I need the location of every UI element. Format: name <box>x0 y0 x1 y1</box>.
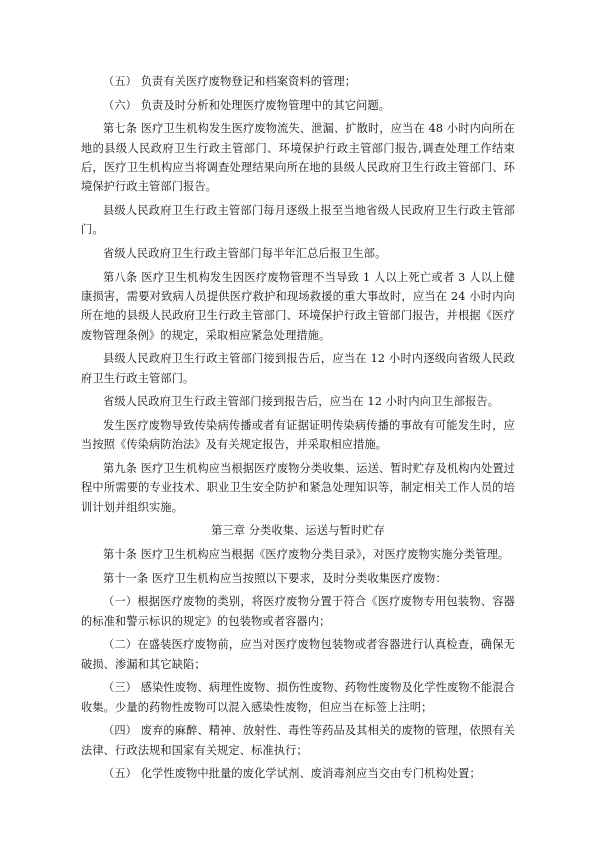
paragraph-item-4-drugs: （四） 废弃的麻醉、精神、放射性、毒性等药品及其相关的废物的管理，依照有关法律、行政法规和国家有关规定、标准执行； <box>81 724 515 757</box>
paragraph-article-7: 第七条 医疗卫生机构发生医疗废物流失、泄漏、扩散时，应当在 48 小时内向所在地的县级人民政府卫生行政主管部门、环境保护行政主管部门报告,调查处理工作结束后，医疗卫生机构应当将调查处理结果向所在地的县级人民政府卫生行政主管部门、环境保护行政主管部门报告。 <box>81 122 515 194</box>
paragraph-infectious-disease: 发生医疗废物导致传染病传播或者有证据证明传染病传播的事故有可能发生时，应当按照《传染病防治法》及有关规定报告，并采取相应措施。 <box>81 419 515 452</box>
paragraph-item-5-chemical: （五） 化学性废物中批量的废化学试剂、废消毒剂应当交由专门机构处置； <box>103 767 481 781</box>
paragraph-item-5-archive: （五） 负责有关医疗废物登记和档案资料的管理； <box>103 75 357 88</box>
paragraph-county-report: 县级人民政府卫生行政主管部门每月逐级上报至当地省级人民政府卫生行政主管部门。 <box>81 204 515 237</box>
paragraph-article-9: 第九条 医疗卫生机构应当根据医疗废物分类收集、运送、暂时贮存及机构内处置过程中所需要的专业技术、职业卫生安全防护和紧急处理知识等，制定相关工作人员的培训计划并组织实施。 <box>81 462 515 514</box>
paragraph-item-1-category: （一）根据医疗废物的类别，将医疗废物分置于符合《医疗废物专用包装物、容器的标准和警示标识的规定》的包装物或者容器内； <box>81 595 515 628</box>
paragraph-province-report: 省级人民政府卫生行政主管部门每半年汇总后报卫生部。 <box>103 247 387 260</box>
paragraph-article-10: 第十条 医疗卫生机构应当根据《医疗废物分类目录》，对医疗废物实施分类管理。 <box>103 548 510 561</box>
paragraph-province-12h: 省级人民政府卫生行政主管部门接到报告后，应当在 12 小时内向卫生部报告。 <box>103 395 500 409</box>
paragraph-article-8: 第八条 医疗卫生机构发生因医疗废物管理不当导致 1 人以上死亡或者 3 人以上健康损害，需要对致病人员提供医疗救护和现场救援的重大事故时，应当在 24 小时内向所在地的县级人民政府卫生行政主管部门、环境保护行政主管部门报告，并根据《医疗废物管理条例》的规定，采取相应紧急处理措施。 <box>81 270 515 342</box>
paragraph-item-2-inspect: （二）在盛装医疗废物前，应当对医疗废物包装物或者容器进行认真检查，确保无破损、渗漏和其它缺陷； <box>81 638 515 671</box>
paragraph-item-3-no-mix: （三） 感染性废物、病理性废物、损伤性废物、药物性废物及化学性废物不能混合收集。少量的药物性废物可以混入感染性废物，但应当在标签上注明； <box>81 681 515 714</box>
chapter-heading: 第三章 分类收集、运送与暂时贮存 <box>211 524 385 538</box>
paragraph-county-12h: 县级人民政府卫生行政主管部门接到报告后，应当在 12 小时内逐级向省级人民政府卫生行政主管部门。 <box>81 352 515 385</box>
paragraph-item-6-analysis: （六） 负责及时分析和处理医疗废物管理中的其它问题。 <box>103 98 391 112</box>
document-body <box>81 72 515 788</box>
paragraph-article-11: 第十一条 医疗卫生机构应当按照以下要求，及时分类收集医疗废物： <box>103 571 447 585</box>
